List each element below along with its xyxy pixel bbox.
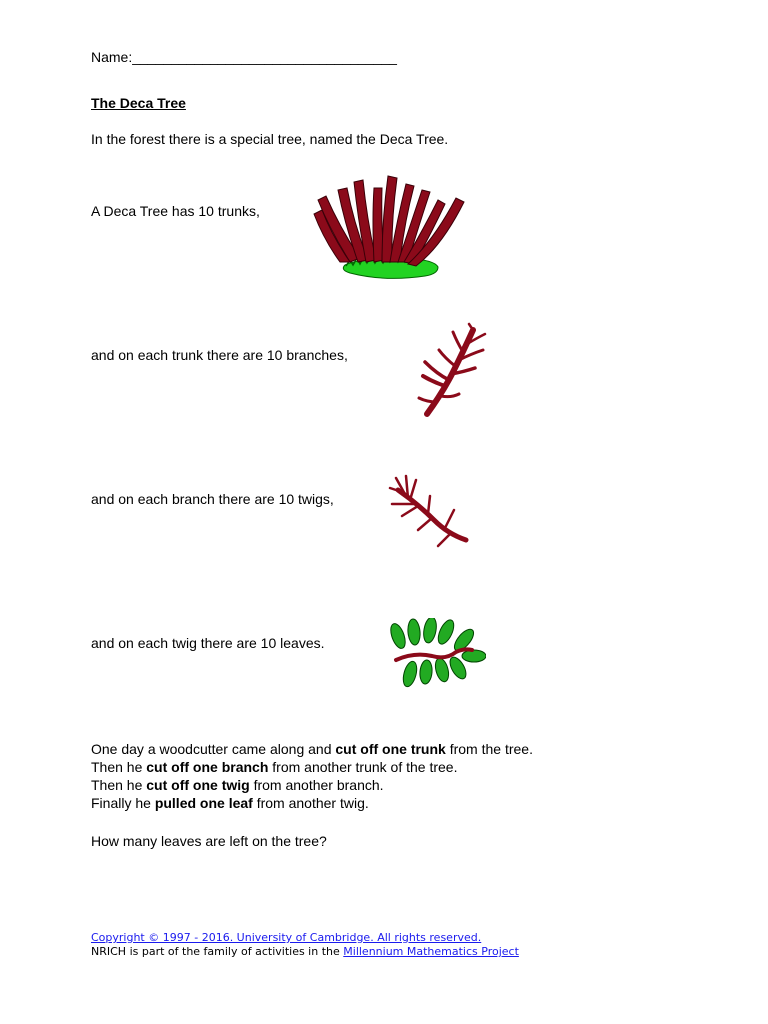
question-text: How many leaves are left on the tree?: [91, 833, 327, 849]
story-text: Then he: [91, 777, 147, 793]
name-blank: __________________________________: [132, 49, 397, 65]
twigs-text: and on each branch there are 10 twigs,: [91, 491, 334, 507]
deca-tree-trunks-icon: [310, 170, 475, 282]
leaves-text: and on each twig there are 10 leaves.: [91, 635, 325, 651]
story-line-1: [91, 740, 533, 758]
leafy-twig-icon: [386, 618, 486, 692]
branches-text: and on each trunk there are 10 branches,: [91, 347, 348, 363]
name-field-line: [91, 48, 397, 66]
story-text: Finally he: [91, 795, 155, 811]
page-title: The Deca Tree: [91, 95, 186, 111]
branch-icon: [415, 322, 490, 418]
story-text: One day a woodcutter came along and: [91, 741, 336, 757]
trunks-text: A Deca Tree has 10 trunks,: [91, 203, 260, 219]
footer: [91, 931, 519, 959]
story-emphasis: pulled one leaf: [154, 795, 253, 811]
story-line-4: [91, 794, 533, 812]
story-text: from the tree.: [445, 741, 533, 757]
story-paragraph: [91, 740, 533, 812]
story-text: from another twig.: [252, 795, 369, 811]
story-line-3: [91, 776, 533, 794]
mmp-link[interactable]: Millennium Mathematics Project: [343, 945, 519, 958]
copyright-link[interactable]: Copyright © 1997 - 2016. University of Cambridge. All rights reserved.: [91, 931, 482, 944]
story-line-2: [91, 758, 533, 776]
story-text: from another trunk of the tree.: [268, 759, 458, 775]
name-label: Name:: [91, 49, 133, 65]
story-text: from another branch.: [249, 777, 384, 793]
story-emphasis: cut off one trunk: [335, 741, 446, 757]
intro-text: In the forest there is a special tree, named the Deca Tree.: [91, 131, 449, 147]
nrich-text: NRICH is part of the family of activities in the: [91, 945, 344, 958]
twig-icon: [388, 474, 472, 550]
story-emphasis: cut off one branch: [146, 759, 269, 775]
story-text: Then he: [91, 759, 147, 775]
story-emphasis: cut off one twig: [146, 777, 250, 793]
